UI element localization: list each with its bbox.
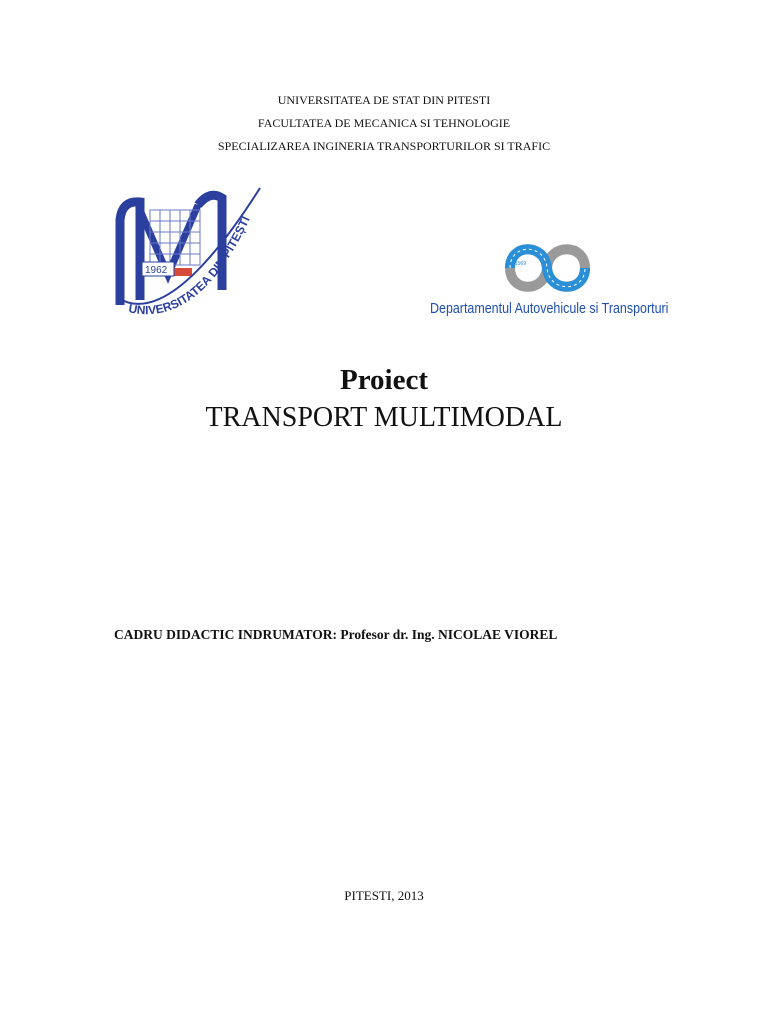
header-specialization: SPECIALIZAREA INGINERIA TRANSPORTURILOR SI TRAFIC: [217, 139, 551, 153]
header-faculty: FACULTATEA DE MECANICA SI TEHNOLOGIE: [257, 116, 511, 130]
university-year: 1962: [145, 265, 168, 276]
header-university: UNIVERSITATEA DE STAT DIN PITESTI: [277, 93, 491, 107]
place-date: PITESTI, 2013: [344, 888, 424, 903]
document-type: Proiect: [339, 364, 429, 396]
supervisor-line: CADRU DIDACTIC INDRUMATOR: Profesor dr. Ing. NICOLAE VIOREL: [114, 627, 558, 642]
project-title: TRANSPORT MULTIMODAL: [205, 402, 563, 433]
university-arc-text: UNIVERSITATEA DIN PITEȘTI: [127, 213, 253, 318]
department-name: Departamentul Autovehicule si Transporturi: [430, 301, 669, 317]
department-year: 1969: [515, 261, 527, 267]
university-logo: [110, 180, 270, 325]
